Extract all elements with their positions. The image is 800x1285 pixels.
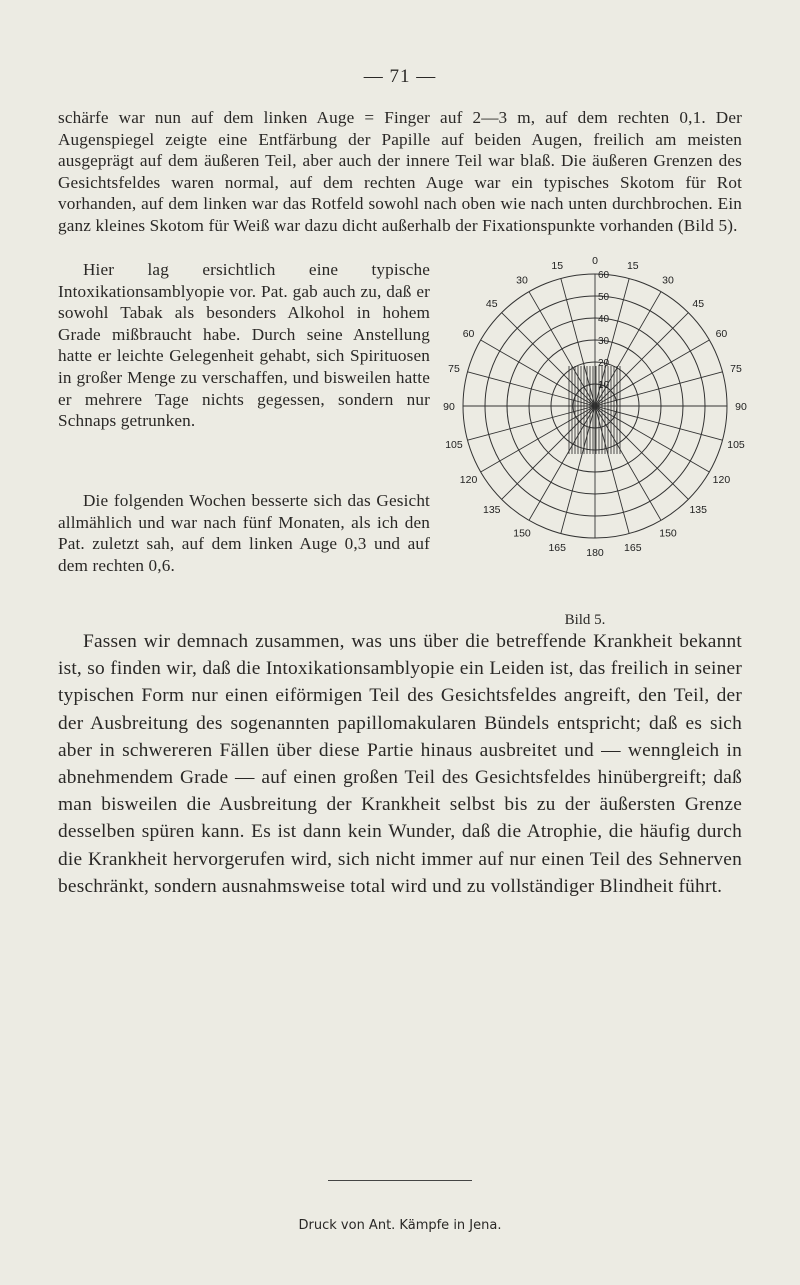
degree-label: 60: [715, 328, 728, 340]
degree-label: 105: [727, 438, 745, 451]
degree-label: 15: [551, 259, 564, 272]
visual-field-chart: [437, 254, 752, 584]
degree-label: 180: [586, 547, 604, 559]
paragraph-recovery: Die folgenden Wochen besserte sich das Gesicht allmählich und war nach fünf Monaten, als ich den Pat. zuletzt sah, auf dem linken Auge 0,3 und auf dem rechten 0,6.: [58, 491, 430, 575]
degree-label: 60: [462, 328, 475, 340]
degree-label: 150: [513, 527, 531, 540]
ring-label: 10: [598, 380, 610, 391]
degree-label: 90: [735, 401, 747, 413]
ring-label: 30: [598, 336, 610, 347]
degree-label: 165: [548, 542, 566, 555]
ring-label: 20: [598, 358, 610, 369]
ring-label: 40: [598, 314, 610, 325]
degree-label: 0: [592, 255, 598, 267]
degree-label: 75: [448, 363, 460, 376]
field-meridian: [595, 340, 709, 406]
ring-label: 60: [598, 270, 610, 281]
paragraph-top: schärfe war nun auf dem linken Auge = Finger auf 2—3 m, auf dem rechten 0,1. Der Augenspiegel zeigte eine Entfärbung der Papille auf beiden Augen, freilich am meisten ausgeprägt auf dem äußeren Teil, aber auch der innere Teil war blaß. Die äußeren Grenzen des Gesichtsfeldes waren normal, auf dem rechten Auge war ein typisches Skotom für Rot vorhanden, auf dem linken war das Rotfeld sowohl nach oben wie nach unten durchbrochen. Ein ganz kleines Skotom für Weiß war dazu dicht außerhalb der Fixationspunkte vorhanden (Bild 5).: [58, 108, 742, 235]
degree-label: 165: [624, 542, 642, 555]
page-number: — 71 —: [363, 66, 437, 87]
footer-rule: [328, 1180, 472, 1181]
degree-label: 45: [485, 297, 498, 310]
figure-caption: Bild 5.: [564, 612, 606, 628]
degree-label: 90: [443, 401, 455, 413]
scotoma-hatch: [569, 366, 620, 454]
visual-field-diagram: [437, 254, 752, 584]
degree-label: 120: [459, 474, 478, 486]
paragraph-intoxication: Hier lag ersichtlich eine typische Intoxikationsamblyopie vor. Pat. gab auch zu, daß er sowohl Tabak als besonders Alkohol in hohem Grade mißbraucht habe. Durch seine Anstellung hatte er leichte Gelegenheit gehabt, sich Spirituosen in großer Menge zu verschaffen, und bisweilen hatte er mehrere Tage nichts gegessen, sondern nur Schnaps getrunken.: [58, 260, 430, 431]
paragraph-summary: Fassen wir demnach zusammen, was uns über die betreffende Krankheit bekannt ist, so finden wir, daß die Intoxikationsamblyopie ein Leiden ist, das freilich in seiner typischen Form nur einen eiförmigen Teil des Gesichtsfeldes angreift, den Teil, der der Ausbreitung des sogenannten papillomakularen Bündels entspricht; daß es sich aber in schwereren Fällen über diese Partie hinaus ausbreitet und — wenngleich in abnehmendem Grade — auf einen großen Teil des Gesichtsfeldes hinübergreift; daß man bisweilen die Ausbreitung der Krankheit selbst bis zu der äußersten Grenze desselben spüren kann. Es ist dann kein Wunder, daß die Atrophie, die häufig durch die Krankheit hervorgerufen wird, sich nicht immer auf nur einen Teil des Sehnerven beschränkt, sondern ausnahmsweise total wird und zu vollständiger Blindheit führt.: [58, 631, 742, 897]
field-meridian: [529, 406, 595, 520]
degree-label: 15: [626, 259, 639, 272]
degree-label: 135: [689, 504, 708, 517]
degree-label: 135: [482, 504, 501, 517]
field-meridian: [595, 406, 709, 472]
printer-note: Druck von Ant. Kämpfe in Jena.: [298, 1218, 502, 1233]
degree-label: 75: [730, 363, 742, 376]
degree-label: 30: [662, 274, 674, 287]
degree-label: 105: [445, 438, 463, 451]
field-meridian: [595, 406, 688, 499]
degree-label: 120: [712, 474, 731, 486]
ring-label: 50: [598, 292, 610, 303]
degree-label: 45: [692, 297, 705, 310]
degree-label: 30: [516, 274, 528, 287]
field-meridian: [529, 292, 595, 406]
degree-label: 150: [659, 527, 677, 540]
